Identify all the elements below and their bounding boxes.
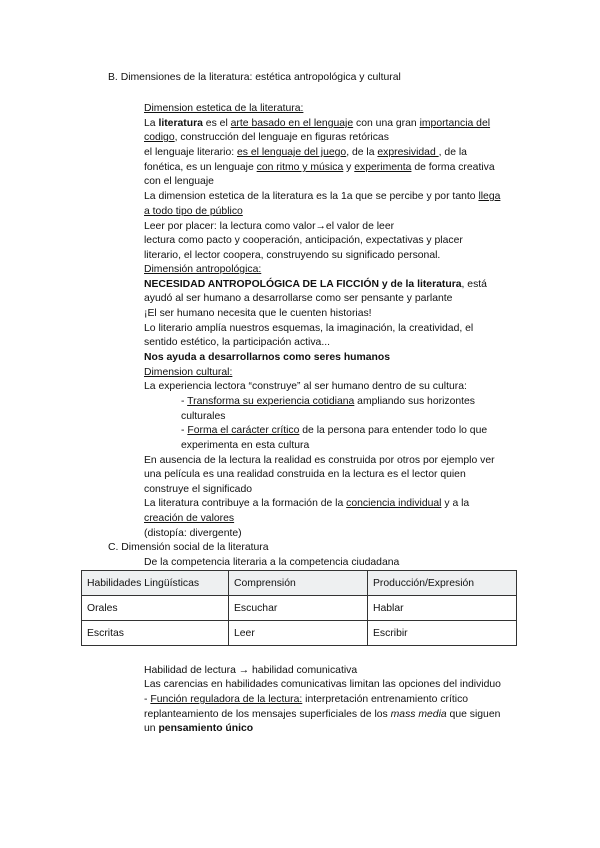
estetica-line-2: codigo, construcción del lenguaje en figuras retóricas [144, 132, 389, 143]
table-cell: Hablar [368, 596, 517, 621]
antropologica-line-6: Nos ayuda a desarrollarnos como seres humanos [144, 352, 391, 363]
estetica-line-7: a todo tipo de público [144, 206, 243, 217]
antropologica-line-3: ¡El ser humano necesita que le cuenten historias! [144, 308, 372, 319]
table-header-cell: Producción/Expresión [368, 571, 517, 596]
estetica-line-9: lectura como pacto y cooperación, anticipación, expectativas y placer [144, 235, 463, 246]
competencias-table [81, 570, 517, 646]
cultural-title: Dimension cultural: [144, 367, 233, 378]
cultural-line-4: construye el significado [144, 484, 253, 495]
cultural-bullet-1: - Transforma su experiencia cotidiana ampliando sus horizontes [181, 396, 475, 407]
table-cell: Orales [82, 596, 229, 621]
social-line-5: un pensamiento único [144, 723, 254, 734]
antropologica-line-4: Lo literario amplía nuestros esquemas, la imaginación, la creatividad, el [144, 323, 474, 334]
antropologica-line-5: sentido estético, la participación activa... [144, 337, 330, 348]
antropologica-line-2: ayudó al ser humano a desarrollarse como ser pensante y parlante [144, 293, 453, 304]
social-line-1: Habilidad de lectura → habilidad comunicativa [144, 665, 358, 676]
table-cell: Escuchar [229, 596, 368, 621]
cultural-line-7: (distopía: divergente) [144, 528, 242, 539]
cultural-bullet-2: - Forma el carácter crítico de la persona para entender todo lo que [181, 425, 488, 436]
estetica-title: Dimension estetica de la literatura: [144, 103, 304, 114]
section-c-heading: C. Dimensión social de la literatura [108, 542, 269, 553]
social-line-3: - Función reguladora de la lectura: interpretación entrenamiento crítico [144, 694, 469, 705]
cultural-line-6: creación de valores [144, 513, 235, 524]
table-header-row [82, 571, 517, 596]
table-row [82, 596, 517, 621]
table-cell: Escritas [82, 621, 229, 646]
antropologica-title: Dimensión antropológica: [144, 264, 262, 275]
social-line-2: Las carencias en habilidades comunicativas limitan las opciones del individuo [144, 679, 501, 690]
cultural-line-2: En ausencia de la lectura la realidad es construida por otros por ejemplo ver [144, 455, 495, 466]
estetica-line-10: literario, el lector coopera, construyendo su significado personal. [144, 250, 441, 261]
table-cell: Escribir [368, 621, 517, 646]
table-header-cell: Habilidades Lingüísticas [82, 571, 229, 596]
table-header-cell: Comprensión [229, 571, 368, 596]
estetica-line-3: el lenguaje literario: es el lenguaje del juego, de la expresividad , de la [144, 147, 467, 158]
section-c-subheading: De la competencia literaria a la competencia ciudadana [144, 557, 400, 568]
table-row [82, 621, 517, 646]
estetica-line-8: Leer por placer: la lectura como valor→el valor de leer [144, 221, 395, 232]
cultural-line-1: La experiencia lectora “construye” al ser humano dentro de su cultura: [144, 381, 467, 392]
social-line-4: replanteamiento de los mensajes superficiales de los mass media que siguen [144, 709, 501, 720]
section-b-heading: B. Dimensiones de la literatura: estética antropológica y cultural [108, 72, 401, 83]
cultural-bullet-1-cont: culturales [181, 411, 226, 422]
estetica-line-4: fonética, es un lenguaje con ritmo y música y experimenta de forma creativa [144, 162, 495, 173]
antropologica-line-1: NECESIDAD ANTROPOLÓGICA DE LA FICCIÓN y de la literatura, está [144, 279, 487, 290]
cultural-line-3: una película es una realidad construida en la lectura es el lector quien [144, 469, 466, 480]
estetica-line-1: La literatura es el arte basado en el lenguaje con una gran importancia del [144, 118, 491, 129]
cultural-line-5: La literatura contribuye a la formación de la conciencia individual y a la [144, 498, 470, 509]
cultural-bullet-2-cont: experimenta en esta cultura [181, 440, 310, 451]
estetica-line-6: La dimension estetica de la literatura es la 1a que se percibe y por tanto llega [144, 191, 501, 202]
estetica-line-5: con el lenguaje [144, 176, 214, 187]
table-cell: Leer [229, 621, 368, 646]
